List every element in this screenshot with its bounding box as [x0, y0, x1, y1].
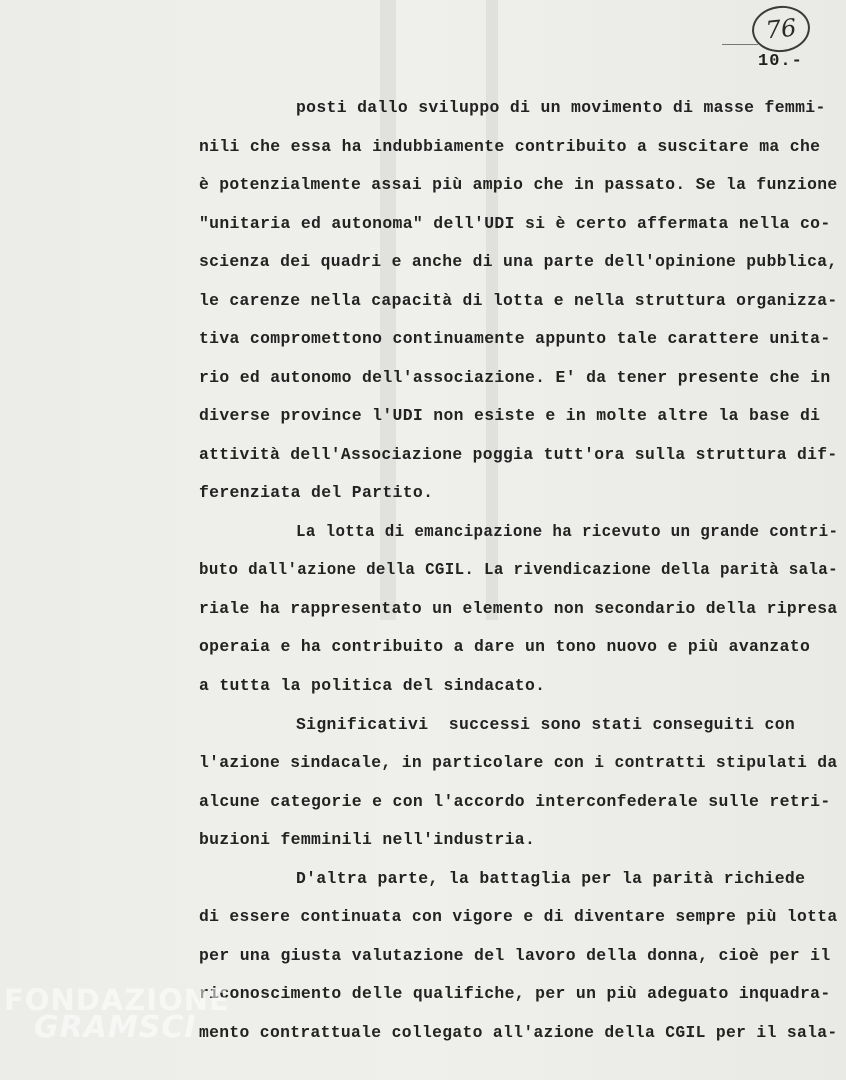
archive-number-underline — [722, 44, 758, 45]
text-line: è potenzialmente assai più ampio che in passato. Se la funzione — [199, 175, 838, 194]
text-line: posti dallo sviluppo di un movimento di masse femmi- — [296, 98, 826, 117]
text-line: riale ha rappresentato un elemento non secondario della ripresa — [199, 599, 838, 618]
text-line: tiva compromettono continuamente appunto tale carattere unita- — [199, 329, 831, 348]
text-line: buto dall'azione della CGIL. La rivendicazione della parità sala- — [199, 560, 838, 579]
text-line: riconoscimento delle qualifiche, per un più adeguato inquadra- — [199, 984, 831, 1003]
text-line: a tutta la politica del sindacato. — [199, 676, 546, 695]
text-line: "unitaria ed autonoma" dell'UDI si è certo affermata nella co- — [199, 214, 831, 233]
text-line: di essere continuata con vigore e di diventare sempre più lotta — [199, 907, 838, 926]
text-line: l'azione sindacale, in particolare con i contratti stipulati da — [199, 753, 838, 772]
text-line: per una giusta valutazione del lavoro della donna, cioè per il — [199, 946, 831, 965]
text-line: La lotta di emancipazione ha ricevuto un grande contri- — [296, 522, 839, 541]
text-line: mento contrattuale collegato all'azione della CGIL per il sala- — [199, 1023, 838, 1042]
text-line: alcune categorie e con l'accordo interconfederale sulle retri- — [199, 792, 831, 811]
text-line: Significativi successi sono stati conseguiti con — [296, 715, 796, 734]
page-number: 10.- — [758, 52, 803, 71]
archive-number-circle — [750, 3, 812, 55]
text-line: operaia e ha contribuito a dare un tono nuovo e più avanzato — [199, 637, 811, 656]
text-line: le carenze nella capacità di lotta e nella struttura organizza- — [199, 291, 838, 310]
watermark-line-2: GRAMSCI — [34, 1010, 197, 1045]
text-line: rio ed autonomo dell'associazione. E' da tener presente che in — [199, 368, 831, 387]
text-line: D'altra parte, la battaglia per la parità richiede — [296, 869, 806, 888]
text-line: nili che essa ha indubbiamente contribuito a suscitare ma che — [199, 137, 821, 156]
archive-number: 76 — [764, 13, 798, 45]
fondazione-gramsci-watermark — [4, 983, 230, 1045]
text-line: diverse province l'UDI non esiste e in molte altre la base di — [199, 406, 821, 425]
text-line: scienza dei quadri e anche di una parte dell'opinione pubblica, — [199, 252, 838, 271]
text-line: buzioni femminili nell'industria. — [199, 830, 536, 849]
text-line: attività dell'Associazione poggia tutt'ora sulla struttura dif- — [199, 445, 838, 464]
text-line: ferenziata del Partito. — [199, 483, 434, 502]
watermark-line-1: FONDAZIONE — [4, 983, 230, 1017]
